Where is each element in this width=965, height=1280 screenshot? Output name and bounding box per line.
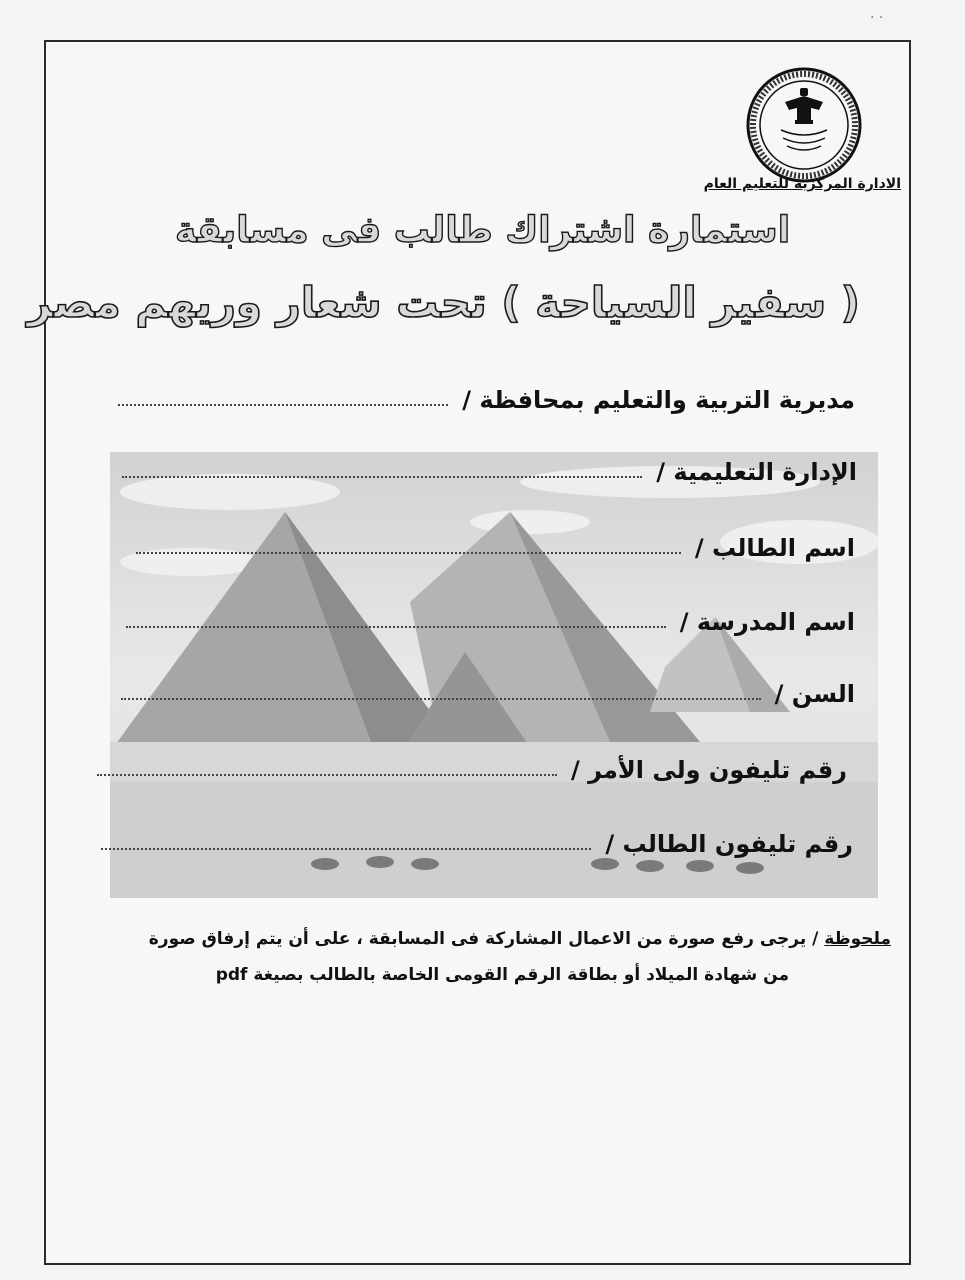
form-title: استمارة اشتراك طالب فى مسابقة [174,210,791,251]
field-label-guardian-phone: رقم تليفون ولى الأمر / [570,756,847,784]
fill-line[interactable] [118,403,448,406]
competition-title: ( سفير السياحة ) تحت شعار وريهم مصر [27,278,860,327]
field-student-name[interactable] [136,534,855,562]
fill-line[interactable] [97,773,557,776]
fill-line[interactable] [136,551,681,554]
note-text-2: من شهادة الميلاد أو بطاقة الرقم القومى الخاصة بالطالب بصيغة pdf [215,965,789,985]
field-label-school-name: اسم المدرسة / [679,608,855,636]
field-label-directorate: مديرية التربية والتعليم بمحافظة / [462,386,855,414]
field-label-student-name: اسم الطالب / [694,534,855,562]
scan-specks: · · [870,10,884,26]
fill-line[interactable] [101,847,591,850]
field-school-name[interactable] [126,608,855,636]
central-administration-label: الادارة المركزية للتعليم العام [703,176,901,192]
field-student-phone[interactable] [101,830,853,858]
note-line-1 [91,922,891,956]
field-label-age: السن / [774,680,855,708]
fill-line[interactable] [122,475,642,478]
field-age[interactable] [121,680,855,708]
note-label: ملحوظة [824,929,891,949]
field-label-educational-administration: الإدارة التعليمية / [656,458,857,486]
fill-line[interactable] [121,697,761,700]
note-text-1: / يرجى رفع صورة من الاعمال المشاركة فى المسابقة ، على أن يتم إرفاق صورة [148,929,825,949]
note-line-2 [89,958,789,992]
field-educational-administration[interactable] [122,458,857,486]
field-label-student-phone: رقم تليفون الطالب / [605,830,853,858]
ministry-seal-logo [745,66,863,184]
fill-line[interactable] [126,625,666,628]
field-directorate[interactable] [118,386,855,414]
field-guardian-phone[interactable] [97,756,847,784]
